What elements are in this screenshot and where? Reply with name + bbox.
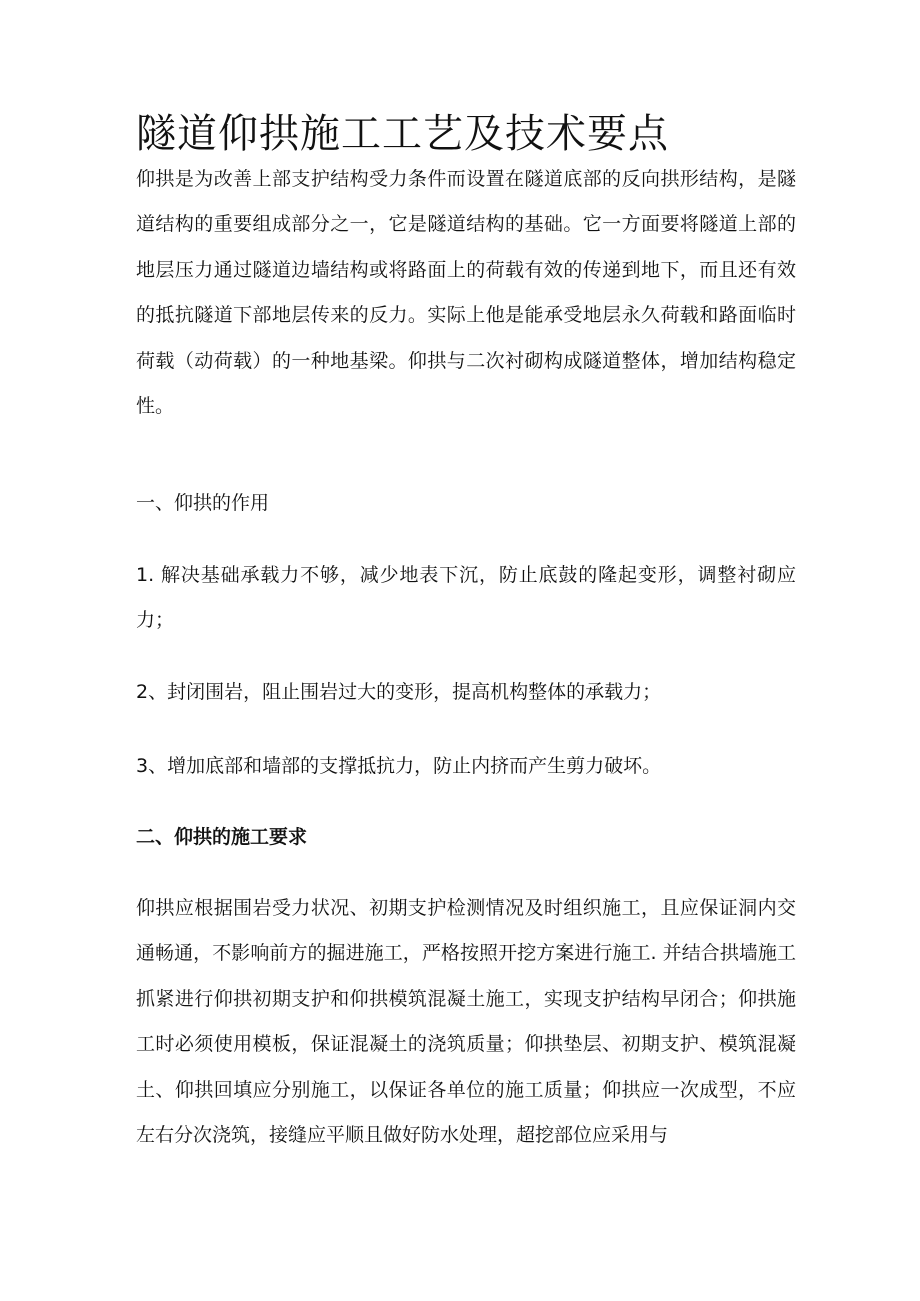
section-1-item-2: 2、封闭围岩，阻止围岩过大的变形，提高机构整体的承载力； <box>136 681 662 703</box>
section-2-body: 仰拱应根据围岩受力状况、初期支护检测情况及时组织施工，且应保证洞内交通畅通，不影响前方的掘进施工，严格按照开挖方案进行施工. 并结合拱墙施工抓紧进行仰拱初期支护和仰拱模筑混凝土施工，实现支护结构早闭合；仰拱施工时必须使用模板，保证混凝土的浇筑质量；仰拱垫层、初期支护、模筑混凝土、仰拱回填应分别施工，以保证各单位的施工质量；仰拱应一次成型，不应左右分次浇筑，接缝应平顺且做好防水处理，超挖部位应采用与 <box>136 897 796 1147</box>
section-1-item-3: 3、增加底部和墙部的支撑抵抗力，防止内挤而产生剪力破坏。 <box>136 755 662 777</box>
intro-paragraph: 仰拱是为改善上部支护结构受力条件而设置在隧道底部的反向拱形结构，是隧道结构的重要组成部分之一，它是隧道结构的基础。它一方面要将隧道上部的地层压力通过隧道边墙结构或将路面上的荷载有效的传递到地下，而且还有效的抵抗隧道下部地层传来的反力。实际上他是能承受地层永久荷载和路面临时荷载（动荷载）的一种地基梁。仰拱与二次衬砌构成隧道整体，增加结构稳定性。 <box>136 168 796 418</box>
section-1-item-1: 1. 解决基础承载力不够，减少地表下沉，防止底鼓的隆起变形，调整衬砌应力； <box>136 564 796 632</box>
section-1-heading: 一、仰拱的作用 <box>136 492 270 514</box>
page-title: 隧道仰拱施工工艺及技术要点 <box>136 111 669 157</box>
section-2-heading: 二、仰拱的施工要求 <box>136 826 308 848</box>
